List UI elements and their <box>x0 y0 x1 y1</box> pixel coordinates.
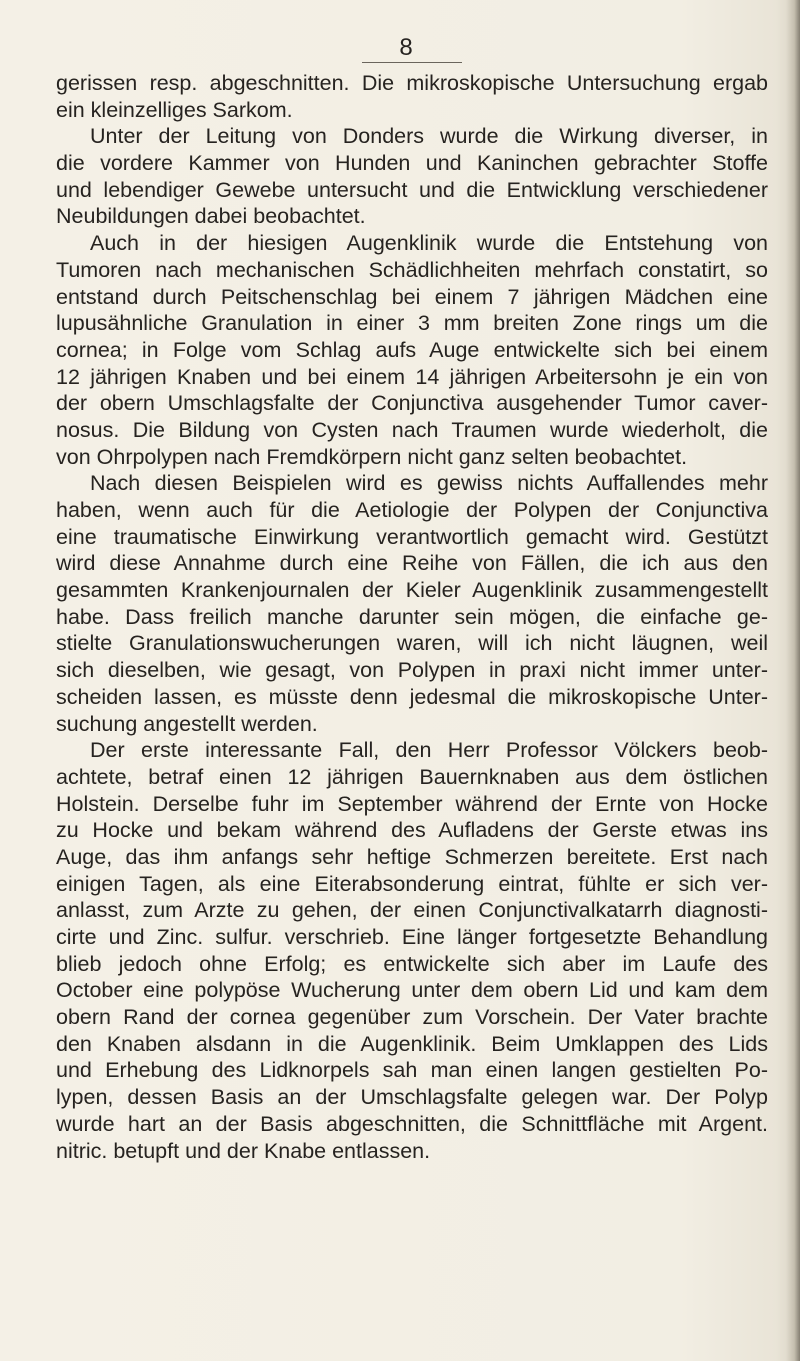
text-line: Auge, das ihm anfangs sehr heftige Schmerzen bereitete. Erst nach <box>56 844 768 869</box>
text-line: Neubildungen dabei beobachtet. <box>56 204 366 229</box>
text-line: Tumoren nach mechanischen Schädlichheiten mehrfach constatirt, so <box>56 257 768 282</box>
text-line: Auch in der hiesigen Augenklinik wurde die Entstehung von <box>90 231 768 256</box>
text-line: nitric. betupft und der Knabe entlassen. <box>56 1138 431 1163</box>
text-line: Holstein. Derselbe fuhr im September während der Ernte von Hocke <box>56 791 768 816</box>
text-line: nosus. Die Bildung von Cysten nach Traumen wurde wiederholt, die <box>56 417 768 442</box>
text-line: obern Rand der cornea gegenüber zum Vorschein. Der Vater brachte <box>56 1005 768 1030</box>
text-line: der obern Umschlagsfalte der Conjunctiva ausgehender Tumor caver- <box>56 391 768 416</box>
body-text <box>56 70 768 1164</box>
text-line: sich dieselben, wie gesagt, von Polypen in praxi nicht immer unter- <box>56 658 768 683</box>
paragraph <box>56 737 768 1164</box>
text-line: lupusähnliche Granulation in einer 3 mm breiten Zone rings um die <box>56 311 768 336</box>
text-line: die vordere Kammer von Hunden und Kaninchen gebrachter Stoffe <box>56 151 768 176</box>
text-line: lypen, dessen Basis an der Umschlagsfalte gelegen war. Der Polyp <box>56 1085 768 1110</box>
text-line: Unter der Leitung von Donders wurde die Wirkung diverser, in <box>90 124 768 149</box>
text-line: von Ohrpolypen nach Fremdkörpern nicht ganz selten beobachtet. <box>56 444 688 469</box>
text-line: cornea; in Folge vom Schlag aufs Auge entwickelte sich bei einem <box>56 337 768 362</box>
text-line: 12 jährigen Knaben und bei einem 14 jährigen Arbeitersohn je ein von <box>56 364 768 389</box>
text-line: wurde hart an der Basis abgeschnitten, die Schnittfläche mit Argent. <box>56 1111 768 1136</box>
text-line: entstand durch Peitschenschlag bei einem 7 jährigen Mädchen eine <box>56 284 768 309</box>
text-line: und Erhebung des Lidknorpels sah man einen langen gestielten Po- <box>56 1058 768 1083</box>
text-line: anlasst, zum Arzte zu gehen, der einen Conjunctivalkatarrh diagnosti- <box>56 898 768 923</box>
text-line: cirte und Zinc. sulfur. verschrieb. Eine länger fortgesetzte Behandlung <box>56 925 768 949</box>
text-line: stielte Granulationswucherungen waren, will ich nicht läugnen, weil <box>56 631 768 656</box>
text-line: suchung angestellt werden. <box>56 711 318 736</box>
text-line: haben, wenn auch für die Aetiologie der Polypen der Conjunctiva <box>56 498 768 522</box>
page-number: 8 <box>399 34 413 61</box>
text-line: wird diese Annahme durch eine Reihe von Fällen, die ich aus den <box>56 551 768 576</box>
paragraph <box>56 230 768 470</box>
text-line: einigen Tagen, als eine Eiterabsonderung eintrat, fühlte er sich ver- <box>56 871 768 896</box>
text-line: den Knaben alsdann in die Augenklinik. Beim Umklappen des Lids <box>56 1031 768 1056</box>
text-line: eine traumatische Einwirkung verantwortlich gemacht wird. Gestützt <box>56 524 768 549</box>
text-line: Nach diesen Beispielen wird es gewiss nichts Auffallendes mehr <box>90 471 768 496</box>
text-line: gesammten Krankenjournalen der Kieler Augenklinik zusammengestellt <box>56 578 768 603</box>
text-line: zu Hocke und bekam während des Aufladens der Gerste etwas ins <box>56 818 768 843</box>
text-line: und lebendiger Gewebe untersucht und die Entwicklung verschiedener <box>56 177 768 202</box>
paragraph <box>56 123 768 230</box>
text-line: gerissen resp. abgeschnitten. Die mikroskopische Untersuchung ergab <box>56 71 768 95</box>
page-edge-shadow <box>786 0 800 1361</box>
text-line: achtete, betraf einen 12 jährigen Bauernknaben aus dem östlichen <box>56 764 768 789</box>
text-line: habe. Dass freilich manche darunter sein mögen, die einfache ge- <box>56 604 768 629</box>
text-line: scheiden lassen, es müsste denn jedesmal die mikroskopische Unter- <box>56 684 768 709</box>
text-line: ein kleinzelliges Sarkom. <box>56 97 293 122</box>
text-line: Der erste interessante Fall, den Herr Professor Völckers beob- <box>90 738 768 763</box>
paragraph <box>56 470 768 737</box>
paragraph <box>56 70 768 123</box>
text-line: blieb jedoch ohne Erfolg; es entwickelte sich aber im Laufe des <box>56 951 768 976</box>
text-line: October eine polypöse Wucherung unter dem obern Lid und kam dem <box>56 978 768 1003</box>
page-number-rule <box>362 62 462 63</box>
